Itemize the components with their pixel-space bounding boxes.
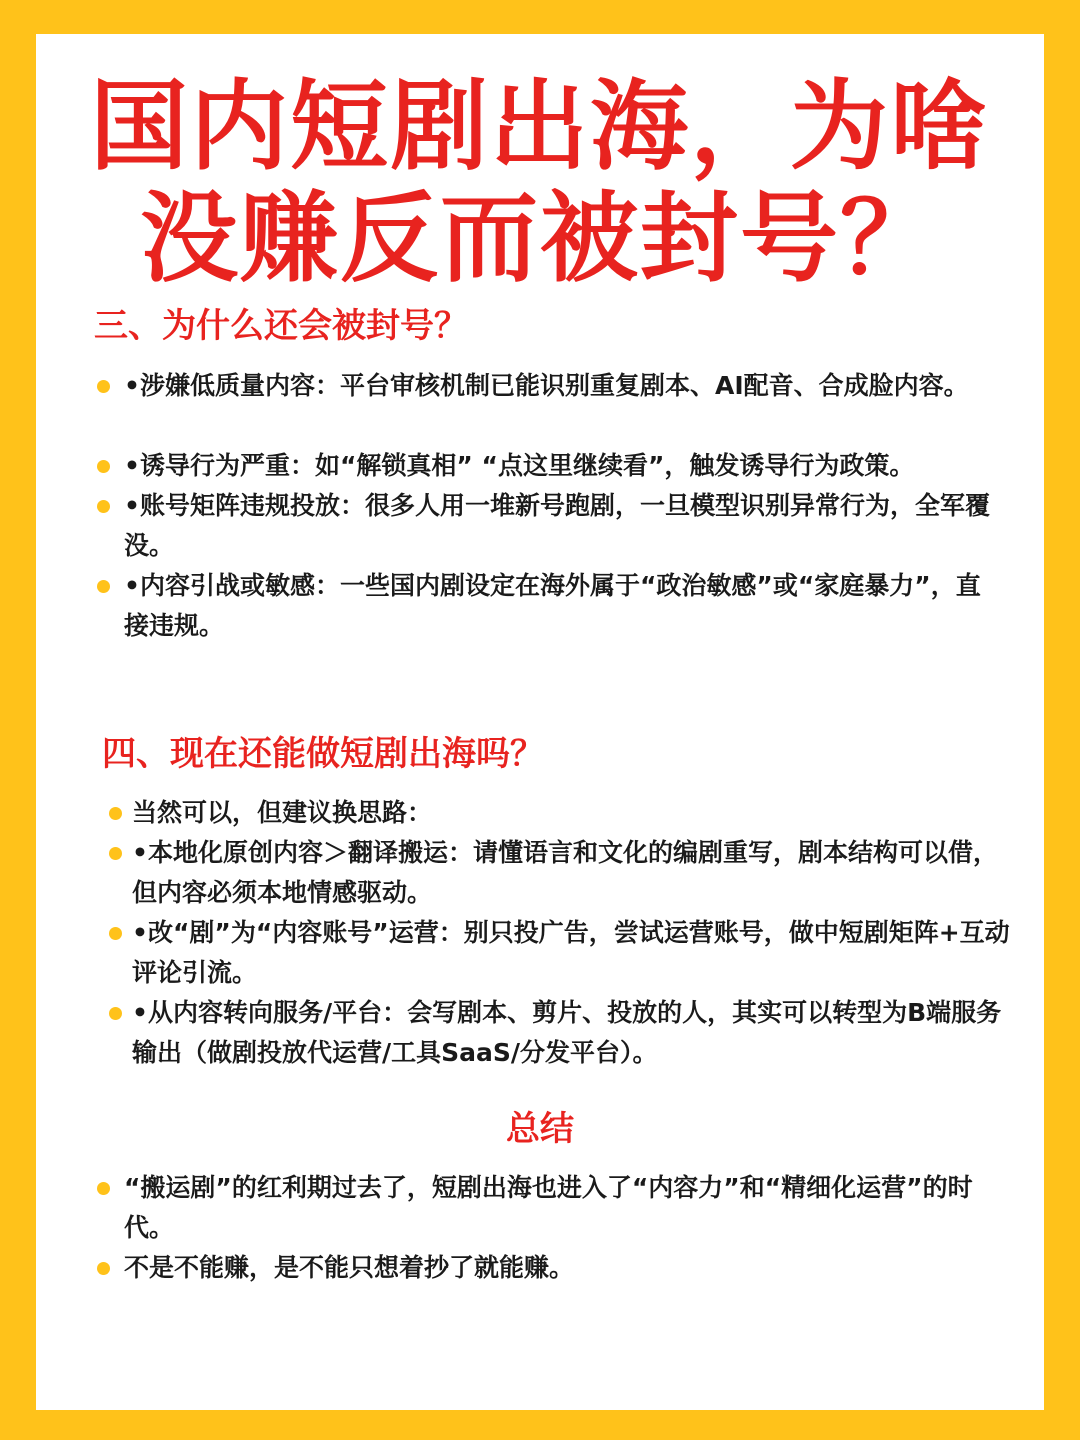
section-4-item-3: •改“剧”为“内容账号”运营：别只投广告，尝试运营账号，做中短剧矩阵+互动评论引流。 — [132, 918, 1010, 987]
bullet-dot — [97, 580, 110, 593]
bullet-dot — [109, 1007, 122, 1020]
bullet-dot — [97, 500, 110, 513]
page-title-line-1: 国内短剧出海，为啥 — [89, 70, 990, 184]
bullet-dot — [109, 807, 122, 820]
section-4-heading: 四、现在还能做短剧出海吗？ — [102, 734, 544, 774]
bullet-dot — [97, 380, 110, 393]
section-3-item-1: •涉嫌低质量内容：平台审核机制已能识别重复剧本、AI配音、合成脸内容。 — [124, 371, 969, 400]
summary-item-2: 不是不能赚，是不能只想着抄了就能赚。 — [124, 1253, 575, 1282]
section-3-item-2: •诱导行为严重：如“解锁真相” “点这里继续看”，触发诱导行为政策。 — [124, 451, 915, 480]
content-card — [36, 34, 1044, 1410]
section-3-item-3: •账号矩阵违规投放：很多人用一堆新号跑剧，一旦模型识别异常行为，全军覆没。 — [124, 491, 990, 560]
bullet-dot — [109, 847, 122, 860]
bullet-dot — [97, 460, 110, 473]
bullet-dot — [109, 927, 122, 940]
section-4-item-1: 当然可以，但建议换思路： — [132, 798, 433, 827]
bullet-dot — [97, 1262, 110, 1275]
section-4-item-4: •从内容转向服务/平台：会写剧本、剪片、投放的人，其实可以转型为B端服务输出（做剧投放代运营/工具SaaS/分发平台）。 — [132, 998, 1002, 1067]
section-3-heading: 三、为什么还会被封号？ — [94, 306, 468, 346]
bullet-dot — [97, 1182, 110, 1195]
page-title-line-2: 没赚反而被封号？ — [139, 182, 940, 296]
section-4-item-2: •本地化原创内容＞翻译搬运：请懂语言和文化的编剧重写，剧本结构可以借，但内容必须本地情感驱动。 — [132, 838, 998, 907]
summary-item-1: “搬运剧”的红利期过去了，短剧出海也进入了“内容力”和“精细化运营”的时代。 — [124, 1173, 973, 1242]
summary-heading: 总结 — [506, 1109, 574, 1149]
section-3-item-4: •内容引战或敏感：一些国内剧设定在海外属于“政治敏感”或“家庭暴力”，直接违规。 — [124, 571, 981, 640]
